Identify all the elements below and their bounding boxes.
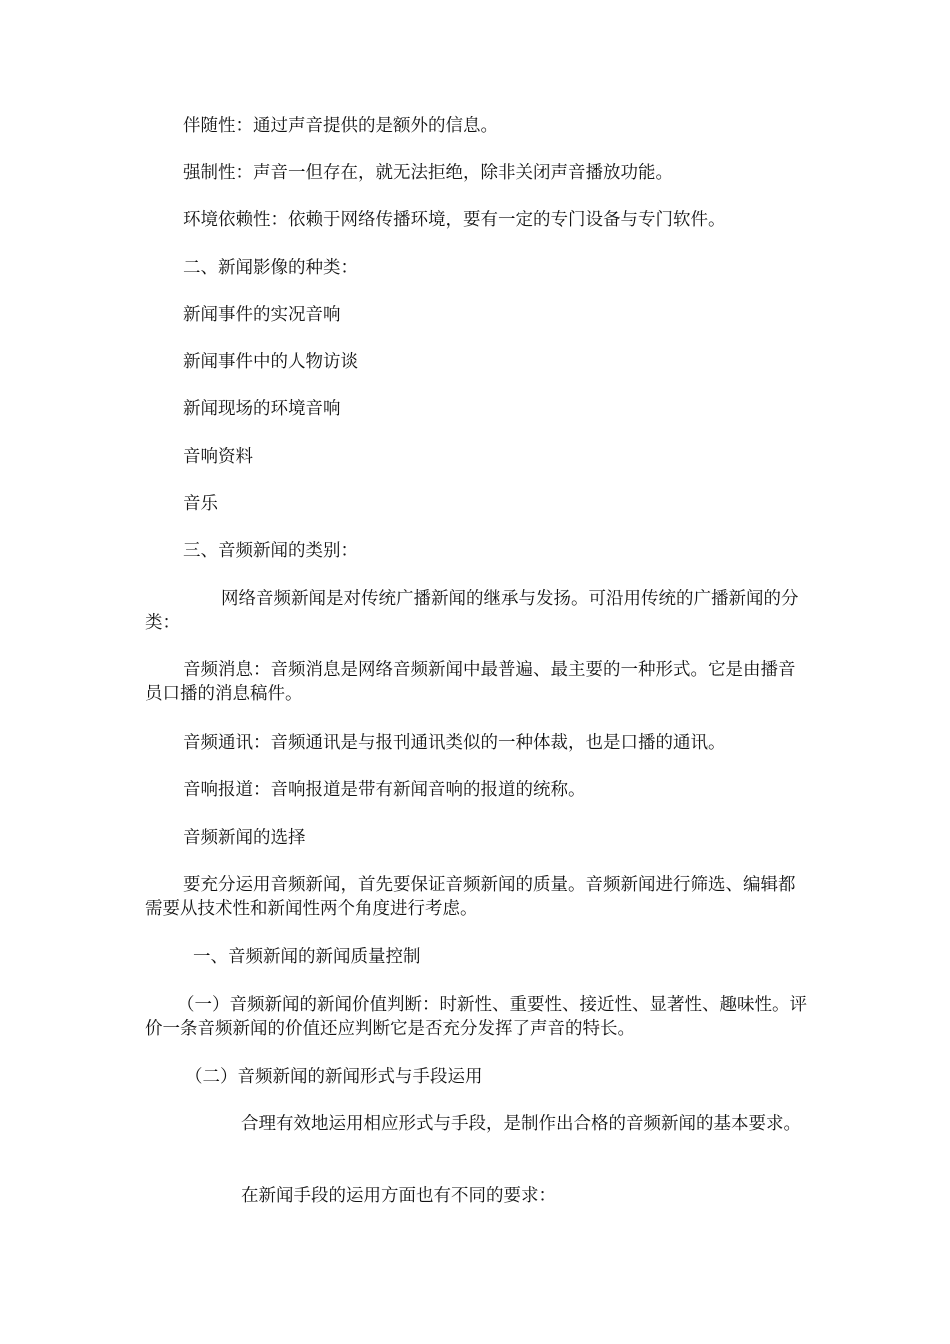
paragraph-quality-requirement: 要充分运用音频新闻，首先要保证音频新闻的质量。音频新闻进行筛选、编辑都需要从技术性和新闻性两个角度进行考虑。 — [145, 875, 796, 919]
paragraph-audio-message: 音频消息：音频消息是网络音频新闻中最普遍、最主要的一种形式。它是由播音员口播的消息稿件。 — [145, 660, 796, 704]
paragraph-news-value-judgment: （一）音频新闻的新闻价值判断：时新性、重要性、接近性、显著性、趣味性。评价一条音频新闻的价值还应判断它是否充分发挥了声音的特长。 — [145, 995, 807, 1039]
list-item-live-sound: 新闻事件的实况音响 — [183, 305, 341, 325]
paragraph-environment-dependency: 环境依赖性：依赖于网络传播环境，要有一定的专门设备与专门软件。 — [183, 210, 726, 230]
paragraph-sound-report: 音响报道：音响报道是带有新闻音响的报道的统称。 — [183, 780, 586, 800]
paragraph-network-audio-news: 网络音频新闻是对传统广播新闻的继承与发扬。可沿用传统的广播新闻的分类： — [145, 589, 799, 633]
list-item-music: 音乐 — [183, 494, 218, 514]
heading-image-types: 二、新闻影像的种类： — [183, 258, 358, 278]
list-item-interview: 新闻事件中的人物访谈 — [183, 352, 358, 372]
paragraph-compulsory: 强制性：声音一但存在，就无法拒绝，除非关闭声音播放功能。 — [183, 163, 673, 183]
paragraph-basic-requirement: 合理有效地运用相应形式与手段，是制作出合格的音频新闻的基本要求。 — [241, 1114, 801, 1134]
list-item-ambient-sound: 新闻现场的环境音响 — [183, 399, 341, 419]
heading-audio-news-categories: 三、音频新闻的类别： — [183, 541, 358, 561]
heading-form-and-means: （二）音频新闻的新闻形式与手段运用 — [185, 1067, 483, 1087]
heading-audio-news-selection: 音频新闻的选择 — [183, 828, 306, 848]
list-item-sound-material: 音响资料 — [183, 447, 253, 467]
heading-quality-control: 一、音频新闻的新闻质量控制 — [193, 947, 421, 967]
paragraph-accompanying: 伴随性：通过声音提供的是额外的信息。 — [183, 116, 498, 136]
paragraph-means-requirement: 在新闻手段的运用方面也有不同的要求： — [241, 1186, 556, 1206]
paragraph-audio-communication: 音频通讯：音频通讯是与报刊通讯类似的一种体裁，也是口播的通讯。 — [183, 733, 726, 753]
